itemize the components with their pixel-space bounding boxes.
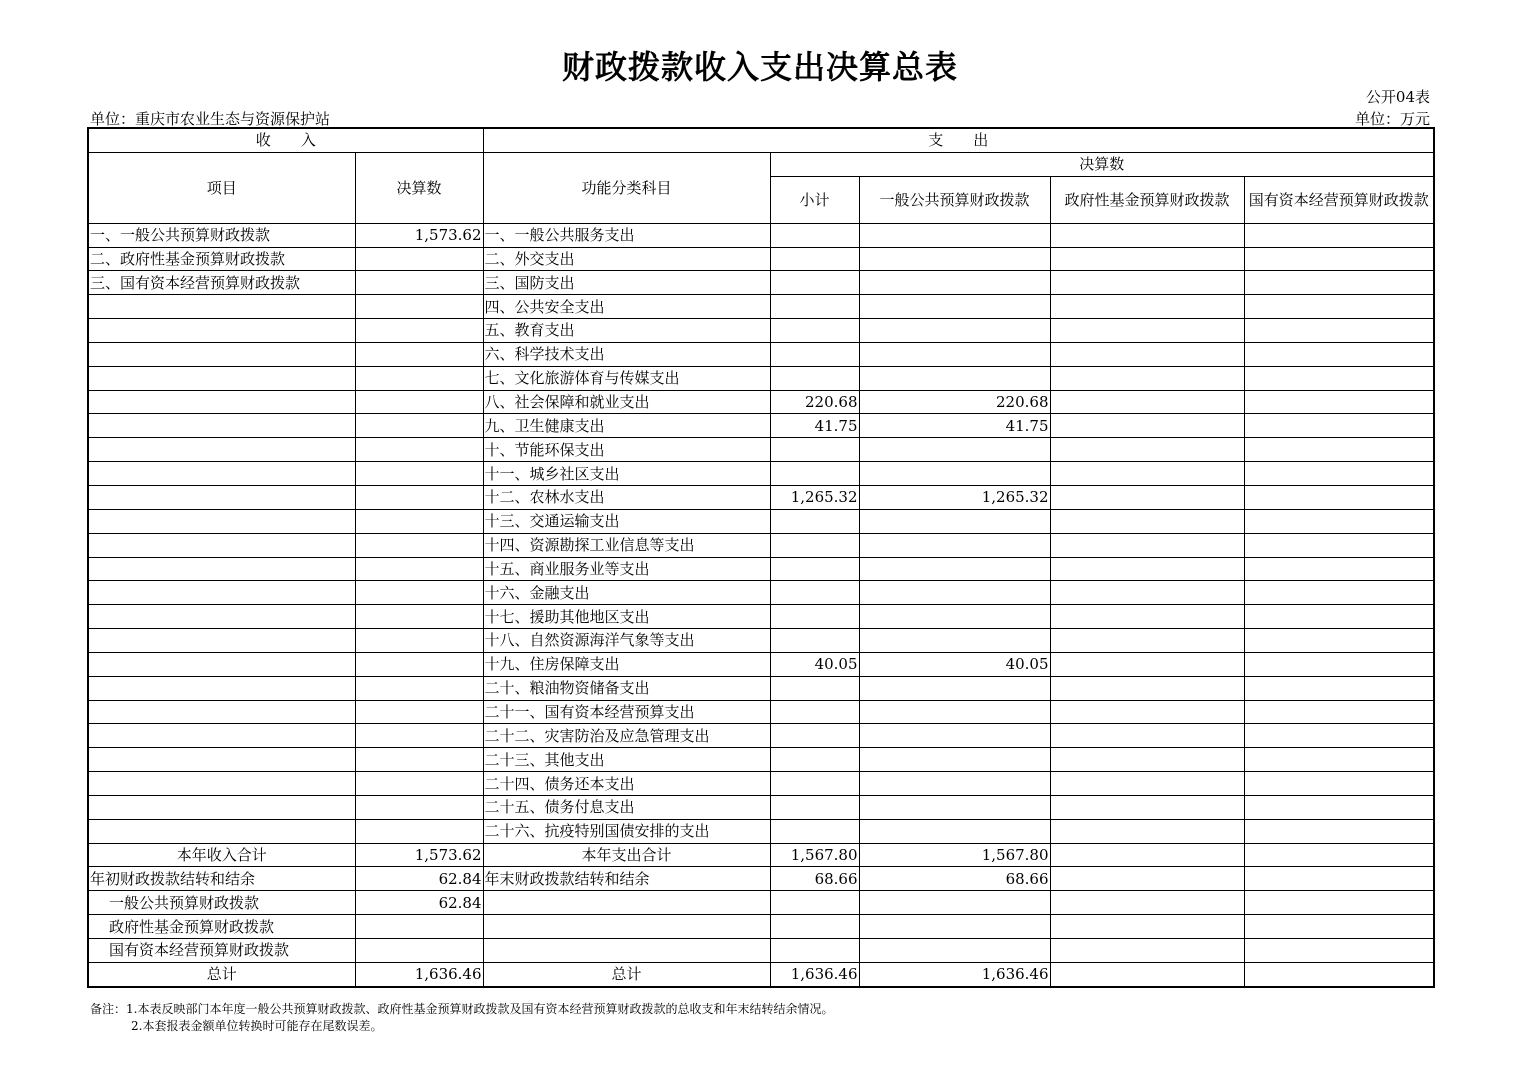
table-row xyxy=(88,247,1434,271)
subtotal-cell xyxy=(770,319,859,343)
empty-cell xyxy=(1244,939,1434,963)
expense-item-cell: 二十三、其他支出 xyxy=(483,748,770,772)
subtotal-cell xyxy=(770,819,859,843)
expense-item-cell: 十一、城乡社区支出 xyxy=(483,462,770,486)
table-row xyxy=(88,748,1434,772)
subtotal-cell xyxy=(770,581,859,605)
expense-item-cell: 十、节能环保支出 xyxy=(483,438,770,462)
expense-item-cell: 七、文化旅游体育与传媒支出 xyxy=(483,366,770,390)
table-row xyxy=(88,605,1434,629)
general-cell xyxy=(859,772,1050,796)
table-row xyxy=(88,342,1434,366)
grand-total-general: 1,636.46 xyxy=(859,962,1050,986)
general-cell: 41.75 xyxy=(859,414,1050,438)
subtotal-cell xyxy=(770,342,859,366)
general-cell xyxy=(859,509,1050,533)
unit-organization: 单位：重庆市农业生态与资源保护站 xyxy=(90,110,331,128)
soe-cell xyxy=(1244,772,1434,796)
carry-in-label: 年初财政拨款结转和结余 xyxy=(88,867,355,891)
income-amount-cell xyxy=(355,295,483,319)
income-amount-cell xyxy=(355,342,483,366)
note-1: 备注：1.本表反映部门本年度一般公共预算财政拨款、政府性基金预算财政拨款及国有资本经营预算财政拨款的总收支和年末结转结余情况。 xyxy=(90,1002,834,1016)
general-header: 一般公共预算财政拨款 xyxy=(859,176,1050,223)
empty-cell xyxy=(859,915,1050,939)
soe-cell xyxy=(1244,462,1434,486)
subtotal-cell xyxy=(770,223,859,247)
expense-item-cell: 二十二、灾害防治及应急管理支出 xyxy=(483,724,770,748)
subtotal-cell: 40.05 xyxy=(770,652,859,676)
fund-cell xyxy=(1050,509,1244,533)
carry-out-subtotal: 68.66 xyxy=(770,867,859,891)
soe-cell xyxy=(1244,819,1434,843)
fund-cell xyxy=(1050,342,1244,366)
soe-cell xyxy=(1244,795,1434,819)
expense-header: 支 出 xyxy=(483,128,1434,152)
income-amount-cell xyxy=(355,319,483,343)
income-amount-cell xyxy=(355,676,483,700)
grand-total-soe xyxy=(1244,962,1434,986)
expense-total-general: 1,567.80 xyxy=(859,843,1050,867)
income-header: 收 入 xyxy=(88,128,483,152)
income-amount-cell xyxy=(355,748,483,772)
soe-cell xyxy=(1244,557,1434,581)
income-amount-cell xyxy=(355,438,483,462)
expense-item-cell: 十九、住房保障支出 xyxy=(483,652,770,676)
expense-item-cell: 十四、资源勘探工业信息等支出 xyxy=(483,533,770,557)
summary-row xyxy=(88,939,1434,963)
table-row xyxy=(88,795,1434,819)
income-item-cell xyxy=(88,533,355,557)
general-cell xyxy=(859,342,1050,366)
subtotal-cell xyxy=(770,462,859,486)
income-amount-cell xyxy=(355,247,483,271)
carry-fund-label: 政府性基金预算财政拨款 xyxy=(88,915,355,939)
general-cell xyxy=(859,533,1050,557)
general-cell: 40.05 xyxy=(859,652,1050,676)
soe-cell xyxy=(1244,247,1434,271)
subtotal-cell xyxy=(770,366,859,390)
soe-cell xyxy=(1244,366,1434,390)
subtotal-cell xyxy=(770,509,859,533)
carry-fund-amount xyxy=(355,915,483,939)
general-cell xyxy=(859,366,1050,390)
income-amount-cell xyxy=(355,772,483,796)
table-row xyxy=(88,652,1434,676)
general-cell: 220.68 xyxy=(859,390,1050,414)
soe-cell xyxy=(1244,342,1434,366)
table-row xyxy=(88,390,1434,414)
subtotal-cell xyxy=(770,772,859,796)
expense-item-cell: 二、外交支出 xyxy=(483,247,770,271)
empty-cell xyxy=(1244,915,1434,939)
income-item-cell xyxy=(88,652,355,676)
fund-cell xyxy=(1050,438,1244,462)
fund-cell xyxy=(1050,700,1244,724)
fund-cell xyxy=(1050,629,1244,653)
fund-cell xyxy=(1050,462,1244,486)
general-cell xyxy=(859,557,1050,581)
income-amount-cell xyxy=(355,724,483,748)
income-amount-cell xyxy=(355,509,483,533)
empty-cell xyxy=(1050,891,1244,915)
income-item-cell xyxy=(88,795,355,819)
income-amount-cell xyxy=(355,390,483,414)
soe-cell xyxy=(1244,509,1434,533)
general-cell xyxy=(859,700,1050,724)
table-row xyxy=(88,509,1434,533)
fund-cell xyxy=(1050,390,1244,414)
fund-cell xyxy=(1050,223,1244,247)
table-row xyxy=(88,462,1434,486)
expense-total-label: 本年支出合计 xyxy=(483,843,770,867)
general-cell xyxy=(859,676,1050,700)
table-row xyxy=(88,772,1434,796)
soe-cell xyxy=(1244,700,1434,724)
subtotal-cell xyxy=(770,748,859,772)
expense-item-cell: 五、教育支出 xyxy=(483,319,770,343)
table-row xyxy=(88,485,1434,509)
income-item-cell xyxy=(88,319,355,343)
general-cell xyxy=(859,247,1050,271)
soe-cell xyxy=(1244,652,1434,676)
unit-money: 单位：万元 xyxy=(1354,110,1430,128)
soe-cell xyxy=(1244,485,1434,509)
income-item-cell xyxy=(88,414,355,438)
income-item-cell xyxy=(88,485,355,509)
empty-cell xyxy=(770,915,859,939)
table-row xyxy=(88,581,1434,605)
income-item-cell xyxy=(88,772,355,796)
fund-header: 政府性基金预算财政拨款 xyxy=(1050,176,1244,223)
income-amount-cell xyxy=(355,462,483,486)
table-row xyxy=(88,438,1434,462)
table-row xyxy=(88,533,1434,557)
grand-total-income: 1,636.46 xyxy=(355,962,483,986)
subtotal-cell: 220.68 xyxy=(770,390,859,414)
empty-cell xyxy=(483,891,770,915)
income-amount-cell xyxy=(355,700,483,724)
empty-cell xyxy=(859,939,1050,963)
amount-header: 决算数 xyxy=(355,152,483,223)
income-amount-cell xyxy=(355,819,483,843)
expense-total-soe xyxy=(1244,843,1434,867)
soe-cell xyxy=(1244,414,1434,438)
subtotal-cell xyxy=(770,605,859,629)
fund-cell xyxy=(1050,748,1244,772)
subtotal-cell xyxy=(770,247,859,271)
income-total: 1,573.62 xyxy=(355,843,483,867)
soe-cell xyxy=(1244,629,1434,653)
income-amount-cell xyxy=(355,366,483,390)
table-row xyxy=(88,676,1434,700)
table-row xyxy=(88,295,1434,319)
income-item-cell xyxy=(88,557,355,581)
summary-row xyxy=(88,843,1434,867)
fund-cell xyxy=(1050,533,1244,557)
empty-cell xyxy=(483,915,770,939)
table-row xyxy=(88,724,1434,748)
empty-cell xyxy=(1050,939,1244,963)
table-row xyxy=(88,319,1434,343)
subtotal-cell xyxy=(770,700,859,724)
expense-item-cell: 十二、农林水支出 xyxy=(483,485,770,509)
soe-cell xyxy=(1244,295,1434,319)
income-amount-cell xyxy=(355,414,483,438)
subtotal-cell xyxy=(770,438,859,462)
empty-cell xyxy=(770,939,859,963)
soe-header: 国有资本经营预算财政拨款 xyxy=(1244,176,1434,223)
fund-cell xyxy=(1050,819,1244,843)
expense-item-cell: 十八、自然资源海洋气象等支出 xyxy=(483,629,770,653)
grand-total-fund xyxy=(1050,962,1244,986)
expense-item-cell: 二十五、债务付息支出 xyxy=(483,795,770,819)
subtotal-cell: 41.75 xyxy=(770,414,859,438)
income-amount-cell xyxy=(355,795,483,819)
carry-soe-label: 国有资本经营预算财政拨款 xyxy=(88,939,355,963)
expense-item-cell: 三、国防支出 xyxy=(483,271,770,295)
general-cell xyxy=(859,819,1050,843)
expense-item-cell: 二十四、债务还本支出 xyxy=(483,772,770,796)
soe-cell xyxy=(1244,676,1434,700)
income-amount-cell xyxy=(355,652,483,676)
empty-cell xyxy=(1050,915,1244,939)
expense-item-cell: 四、公共安全支出 xyxy=(483,295,770,319)
summary-row xyxy=(88,867,1434,891)
notes xyxy=(90,1001,833,1035)
table-row xyxy=(88,819,1434,843)
subtotal-cell xyxy=(770,629,859,653)
expense-item-cell: 二十六、抗疫特别国债安排的支出 xyxy=(483,819,770,843)
expense-item-cell: 十六、金融支出 xyxy=(483,581,770,605)
fund-cell xyxy=(1050,366,1244,390)
expense-item-cell: 十五、商业服务业等支出 xyxy=(483,557,770,581)
income-amount-cell xyxy=(355,557,483,581)
income-item-cell xyxy=(88,676,355,700)
general-cell xyxy=(859,462,1050,486)
general-cell xyxy=(859,223,1050,247)
subtotal-cell xyxy=(770,533,859,557)
expense-item-cell: 二十、粮油物资储备支出 xyxy=(483,676,770,700)
income-item-cell xyxy=(88,342,355,366)
func-header: 功能分类科目 xyxy=(483,152,770,223)
fund-cell xyxy=(1050,247,1244,271)
carry-out-label: 年末财政拨款结转和结余 xyxy=(483,867,770,891)
table-row xyxy=(88,223,1434,247)
income-item-cell: 一、一般公共预算财政拨款 xyxy=(88,223,355,247)
fund-cell xyxy=(1050,319,1244,343)
expense-total-fund xyxy=(1050,843,1244,867)
income-item-cell xyxy=(88,390,355,414)
final-header: 决算数 xyxy=(770,152,1434,176)
subtotal-cell: 1,265.32 xyxy=(770,485,859,509)
fund-cell xyxy=(1050,485,1244,509)
income-item-cell xyxy=(88,819,355,843)
income-item-cell xyxy=(88,700,355,724)
table-row xyxy=(88,414,1434,438)
carry-out-fund xyxy=(1050,867,1244,891)
general-cell xyxy=(859,629,1050,653)
table-number: 公开04表 xyxy=(1365,88,1430,106)
empty-cell xyxy=(859,891,1050,915)
income-total-label: 本年收入合计 xyxy=(88,843,355,867)
empty-cell xyxy=(770,891,859,915)
income-item-cell: 二、政府性基金预算财政拨款 xyxy=(88,247,355,271)
income-amount-cell xyxy=(355,485,483,509)
expense-item-cell: 二十一、国有资本经营预算支出 xyxy=(483,700,770,724)
fund-cell xyxy=(1050,414,1244,438)
subtotal-cell xyxy=(770,724,859,748)
general-cell xyxy=(859,605,1050,629)
summary-row xyxy=(88,915,1434,939)
expense-item-cell: 十三、交通运输支出 xyxy=(483,509,770,533)
grand-total-label: 总计 xyxy=(88,962,355,986)
general-cell xyxy=(859,748,1050,772)
fund-cell xyxy=(1050,295,1244,319)
soe-cell xyxy=(1244,271,1434,295)
fund-cell xyxy=(1050,724,1244,748)
income-item-cell xyxy=(88,629,355,653)
general-cell xyxy=(859,295,1050,319)
fund-cell xyxy=(1050,772,1244,796)
grand-total-expense-label: 总计 xyxy=(483,962,770,986)
subtotal-cell xyxy=(770,295,859,319)
income-item-cell xyxy=(88,509,355,533)
empty-cell xyxy=(483,939,770,963)
income-item-cell xyxy=(88,366,355,390)
subtotal-header: 小计 xyxy=(770,176,859,223)
expense-item-cell: 十七、援助其他地区支出 xyxy=(483,605,770,629)
item-header: 项目 xyxy=(88,152,355,223)
income-item-cell: 三、国有资本经营预算财政拨款 xyxy=(88,271,355,295)
income-amount-cell xyxy=(355,605,483,629)
income-amount-cell: 1,573.62 xyxy=(355,223,483,247)
table-row xyxy=(88,366,1434,390)
expense-item-cell: 九、卫生健康支出 xyxy=(483,414,770,438)
fund-cell xyxy=(1050,605,1244,629)
general-cell xyxy=(859,581,1050,605)
soe-cell xyxy=(1244,438,1434,462)
fund-cell xyxy=(1050,271,1244,295)
carry-general-label: 一般公共预算财政拨款 xyxy=(88,891,355,915)
expense-item-cell: 一、一般公共服务支出 xyxy=(483,223,770,247)
carry-soe-amount xyxy=(355,939,483,963)
subtotal-cell xyxy=(770,271,859,295)
expense-item-cell: 八、社会保障和就业支出 xyxy=(483,390,770,414)
empty-cell xyxy=(1244,891,1434,915)
income-item-cell xyxy=(88,581,355,605)
income-item-cell xyxy=(88,605,355,629)
income-item-cell xyxy=(88,724,355,748)
soe-cell xyxy=(1244,724,1434,748)
income-amount-cell xyxy=(355,629,483,653)
fund-cell xyxy=(1050,795,1244,819)
carry-general-amount: 62.84 xyxy=(355,891,483,915)
subtotal-cell xyxy=(770,557,859,581)
table-row xyxy=(88,271,1434,295)
carry-out-general: 68.66 xyxy=(859,867,1050,891)
table-row xyxy=(88,700,1434,724)
fund-cell xyxy=(1050,581,1244,605)
soe-cell xyxy=(1244,223,1434,247)
fund-cell xyxy=(1050,557,1244,581)
general-cell xyxy=(859,319,1050,343)
table-row xyxy=(88,629,1434,653)
carry-in-amount: 62.84 xyxy=(355,867,483,891)
table-row xyxy=(88,557,1434,581)
income-amount-cell xyxy=(355,271,483,295)
income-item-cell xyxy=(88,748,355,772)
fund-cell xyxy=(1050,676,1244,700)
soe-cell xyxy=(1244,605,1434,629)
grand-total-subtotal: 1,636.46 xyxy=(770,962,859,986)
general-cell: 1,265.32 xyxy=(859,485,1050,509)
note-2: 2.本套报表金额单位转换时可能存在尾数误差。 xyxy=(131,1019,383,1033)
income-item-cell xyxy=(88,295,355,319)
income-amount-cell xyxy=(355,533,483,557)
fund-cell xyxy=(1050,652,1244,676)
summary-row xyxy=(88,962,1434,986)
general-cell xyxy=(859,724,1050,748)
income-item-cell xyxy=(88,462,355,486)
soe-cell xyxy=(1244,581,1434,605)
budget-table xyxy=(87,127,1435,988)
soe-cell xyxy=(1244,748,1434,772)
page-title: 财政拨款收入支出决算总表 xyxy=(561,48,958,86)
income-amount-cell xyxy=(355,581,483,605)
general-cell xyxy=(859,795,1050,819)
soe-cell xyxy=(1244,533,1434,557)
income-item-cell xyxy=(88,438,355,462)
general-cell xyxy=(859,271,1050,295)
summary-row xyxy=(88,891,1434,915)
expense-item-cell: 六、科学技术支出 xyxy=(483,342,770,366)
carry-out-soe xyxy=(1244,867,1434,891)
soe-cell xyxy=(1244,390,1434,414)
expense-total-subtotal: 1,567.80 xyxy=(770,843,859,867)
subtotal-cell xyxy=(770,676,859,700)
subtotal-cell xyxy=(770,795,859,819)
soe-cell xyxy=(1244,319,1434,343)
general-cell xyxy=(859,438,1050,462)
